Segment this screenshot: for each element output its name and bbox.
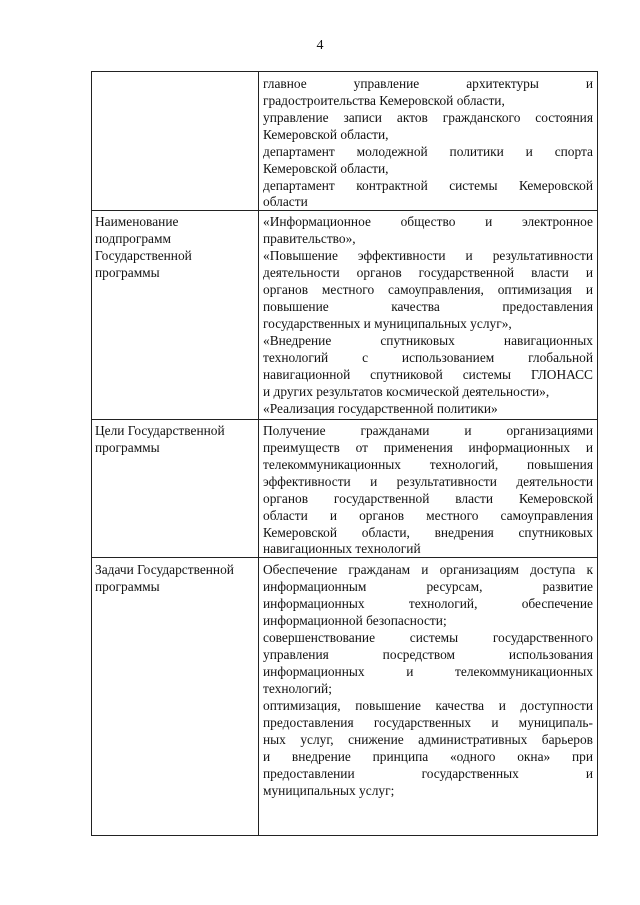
- row-content-line: преимуществ от применения информационных и: [263, 440, 593, 455]
- row-content-line: «Реализация государственной политики»: [263, 401, 498, 416]
- row-content-line: совершенствование системы государственного: [263, 630, 593, 645]
- row-label-line: программы: [95, 265, 160, 280]
- row-label-line: программы: [95, 440, 160, 455]
- row-content-line: градостроительства Кемеровской области,: [263, 93, 505, 108]
- row-content-line: управление записи актов гражданского состояния: [263, 110, 593, 125]
- row-content-line: области: [263, 194, 308, 209]
- row-content-line: государственных и муниципальных услуг»,: [263, 316, 512, 331]
- row-content-line: области и органов местного самоуправления: [263, 508, 593, 523]
- row-content-line: предоставления государственных и муниципаль-: [263, 715, 593, 730]
- row-content-line: «Повышение эффективности и результативности: [263, 248, 593, 263]
- row-content-line: технологий с использованием глобальной: [263, 350, 593, 365]
- row-content-line: органов государственной власти Кемеровской: [263, 491, 593, 506]
- row-content-line: информационной безопасности;: [263, 613, 447, 628]
- row-content-line: навигационных технологий: [263, 541, 421, 556]
- row-label-line: подпрограмм: [95, 231, 171, 246]
- row-content-line: Получение гражданами и организациями: [263, 423, 593, 438]
- row-content-line: ных услуг, снижение административных барьеров: [263, 732, 593, 747]
- row-content-line: Кемеровской области,: [263, 127, 389, 142]
- row-content-line: навигационной спутниковой системы ГЛОНАСС: [263, 367, 593, 382]
- row-content-line: Кемеровской области, внедрения спутниковых: [263, 525, 593, 540]
- row-content-line: органов местного самоуправления, оптимизация и: [263, 282, 593, 297]
- row-content-line: телекоммуникационных технологий, повышения: [263, 457, 593, 472]
- row-content-line: информационных и телекоммуникационных: [263, 664, 593, 679]
- row-content-line: повышение качества предоставления: [263, 299, 593, 314]
- row-content-line: Обеспечение гражданам и организациям доступа к: [263, 562, 593, 577]
- row-content-line: деятельности органов государственной власти и: [263, 265, 593, 280]
- row-label-line: программы: [95, 579, 160, 594]
- row-label-line: Цели Государственной: [95, 423, 225, 438]
- row-content-line: и внедрение принципа «одного окна» при: [263, 749, 593, 764]
- row-content-line: предоставлении государственных и: [263, 766, 593, 781]
- table-row-divider: [91, 210, 598, 211]
- row-content-line: управления посредством использования: [263, 647, 593, 662]
- row-content-line: муниципальных услуг;: [263, 783, 395, 798]
- row-label-line: Задачи Государственной: [95, 562, 234, 577]
- row-content-line: информационных технологий, обеспечение: [263, 596, 593, 611]
- row-content-line: главное управление архитектуры и: [263, 76, 593, 91]
- row-content-line: Кемеровской области,: [263, 161, 389, 176]
- row-content-line: оптимизация, повышение качества и доступности: [263, 698, 593, 713]
- row-content-line: и других результатов космической деятельности»,: [263, 384, 550, 399]
- row-content-line: эффективности и результативности деятельности: [263, 474, 593, 489]
- page-number: 4: [316, 38, 324, 53]
- row-content-line: «Информационное общество и электронное: [263, 214, 593, 229]
- row-content-line: департамент молодежной политики и спорта: [263, 144, 593, 159]
- row-content-line: «Внедрение спутниковых навигационных: [263, 333, 593, 348]
- row-content-line: правительство»,: [263, 231, 356, 246]
- row-content-line: департамент контрактной системы Кемеровской: [263, 178, 593, 193]
- table-row-divider: [91, 419, 598, 420]
- row-label-line: Наименование: [95, 214, 179, 229]
- table-row-divider: [91, 557, 598, 558]
- row-content-line: информационным ресурсам, развитие: [263, 579, 593, 594]
- row-content-line: технологий;: [263, 681, 332, 696]
- row-label-line: Государственной: [95, 248, 192, 263]
- table-column-divider: [258, 71, 259, 836]
